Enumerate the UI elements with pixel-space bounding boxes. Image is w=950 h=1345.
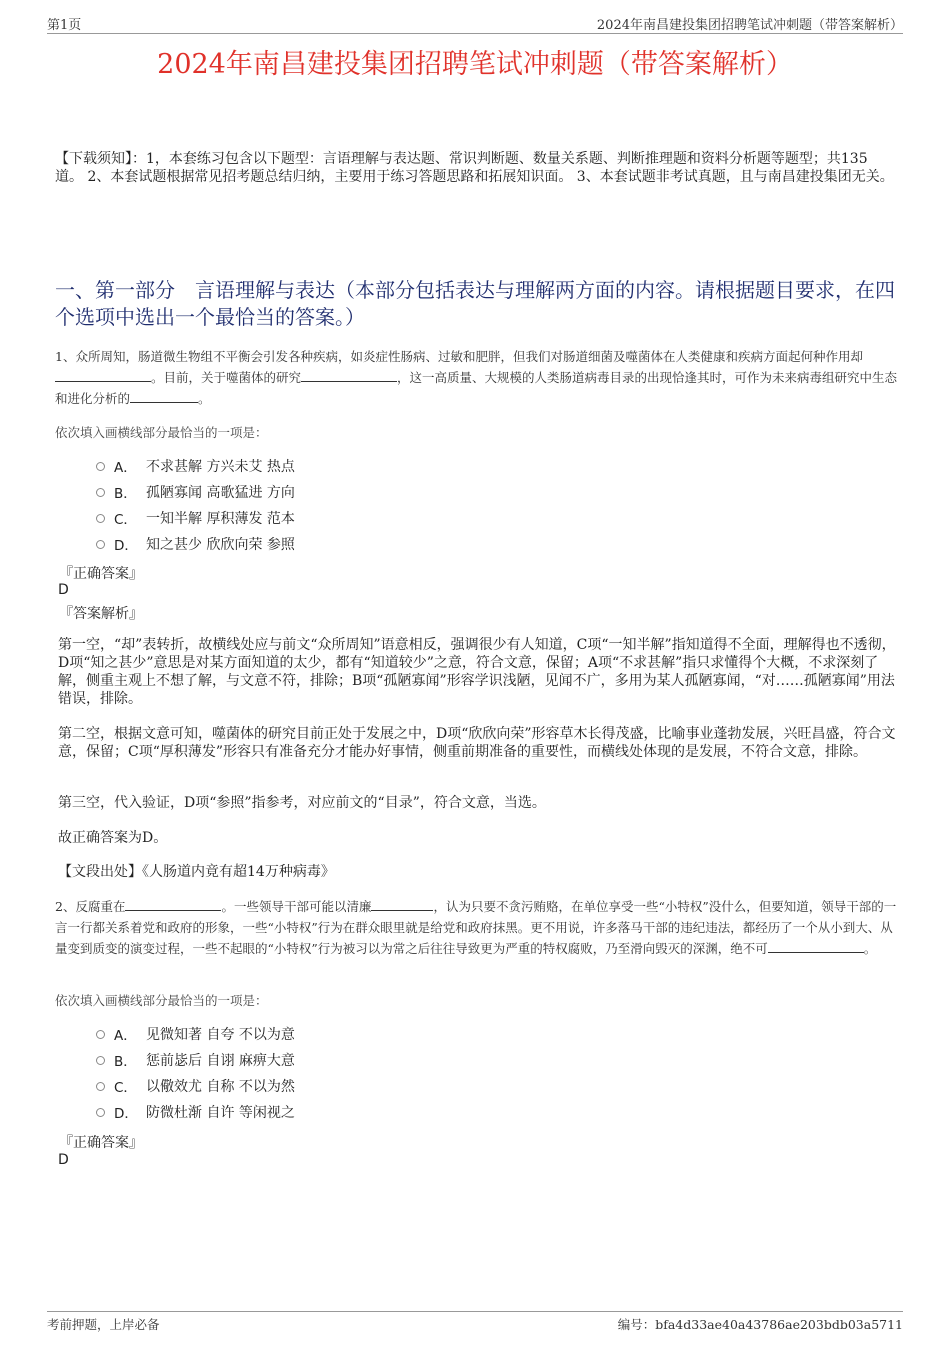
question-1-prompt: 依次填入画横线部分最恰当的一项是： (55, 425, 268, 440)
page-number: 第1页 (47, 18, 82, 33)
correct-answer: D (58, 1152, 69, 1168)
radio-icon[interactable] (96, 1030, 105, 1039)
download-notice: 【下载须知】：1，本套练习包含以下题型：言语理解与表达题、常识判断题、数量关系题、判断推理题和资料分析题等题型；共135道。 2、本套试题根据常见招考题总结归纳，主要用于练习答题思路和拓展知识面。 3、本套试题非考试真题，且与南昌建投集团无关。 (55, 151, 894, 185)
radio-icon[interactable] (96, 1056, 105, 1065)
analysis-label: 『答案解析』 (59, 606, 143, 622)
radio-icon[interactable] (96, 488, 105, 497)
question-2-text: 2、反腐重在 。一些领导干部可能以清廉 ，认为只要不贪污贿赂，在单位享受一些“小特权”没什么，但要知道，领导干部的一言一行都关系着党和政府的形象，一些“小特权”行为在群众眼里就是给党和政府抹黑。更不用说，许多落马干部的违纪违法，都经历了一个从小到大、从量变到质变的演变过程，一些不起眼的“小特权”行为被习以为常之后往往导致更为严重的特权腐败，乃至滑向毁灭的深渊，绝不可 。 (55, 896, 898, 959)
header-rule (47, 33, 903, 34)
blank-2 (371, 896, 433, 911)
radio-icon[interactable] (96, 540, 105, 549)
document-id: 编号：bfa4d33ae40a43786ae203bdb03a5711 (617, 1317, 903, 1332)
correct-answer: D (58, 582, 69, 598)
radio-icon[interactable] (96, 1082, 105, 1091)
q2-option-c[interactable]: C． 以儆效尤 自称 不以为然 (96, 1076, 295, 1096)
blank-3 (768, 938, 864, 953)
blank-1 (125, 896, 221, 911)
radio-icon[interactable] (96, 462, 105, 471)
analysis-paragraph-1: 第一空，“却”表转折，故横线处应与前文“众所周知”语意相反，强调很少有人知道，C项“一知半解”指知道得不全面，理解得也不透彻，D项“知之甚少”意思是对某方面知道的太少，都有“知道较少”之意，符合文意，保留；A项“不求甚解”指只求懂得个大概，不求深刻了解，侧重主观上不想了解，与文意不符，排除；B项“孤陋寡闻”形容学识浅陋，见闻不广，多用为某人孤陋寡闻，“对……孤陋寡闻”用法错误，排除。 (58, 637, 896, 707)
blank-1 (55, 367, 151, 382)
q1-option-d[interactable]: D． 知之甚少 欣欣向荣 参照 (96, 534, 295, 554)
radio-icon[interactable] (96, 514, 105, 523)
q2-option-a[interactable]: A． 见微知著 自夸 不以为意 (96, 1024, 295, 1044)
source-citation: 【文段出处】《人肠道内竟有超14万种病毒》 (58, 864, 335, 880)
footer-rule (47, 1311, 903, 1312)
section-heading: 一、第一部分 言语理解与表达（本部分包括表达与理解两方面的内容。请根据题目要求，在四个选项中选出一个最恰当的答案。） (55, 278, 895, 329)
footer-slogan: 考前押题，上岸必备 (47, 1317, 160, 1332)
q1-option-a[interactable]: A． 不求甚解 方兴未艾 热点 (96, 456, 295, 476)
document-title: 2024年南昌建投集团招聘笔试冲刺题（带答案解析） (157, 49, 793, 80)
correct-answer-label: 『正确答案』 (59, 566, 143, 582)
q2-option-b[interactable]: B． 惩前毖后 自诩 麻痹大意 (96, 1050, 295, 1070)
radio-icon[interactable] (96, 1108, 105, 1117)
analysis-conclusion: 故正确答案为D。 (58, 830, 168, 846)
question-1-text: 1、众所周知，肠道微生物组不平衡会引发各种疾病，如炎症性肠病、过敏和肥胖，但我们对肠道细菌及噬菌体在人类健康和疾病方面起何种作用却。目前，关于噬菌体的研究 ，这一高质量、大规模的人类肠道病毒目录的出现恰逢其时，可作为未来病毒组研究中生态和进化分析的 。 (55, 349, 898, 406)
q2-option-d[interactable]: D． 防微杜渐 自许 等闲视之 (96, 1102, 295, 1122)
analysis-paragraph-2: 第二空，根据文意可知，噬菌体的研究目前正处于发展之中，D项“欣欣向荣”形容草木长得茂盛，比喻事业蓬勃发展，兴旺昌盛，符合文意，保留；C项“厚积薄发”形容只有准备充分才能办好事情，侧重前期准备的重要性，而横线处体现的是发展，不符合文意，排除。 (58, 726, 896, 760)
blank-3 (130, 388, 198, 403)
correct-answer-label: 『正确答案』 (59, 1135, 143, 1151)
blank-2 (301, 367, 397, 382)
q1-option-c[interactable]: C． 一知半解 厚积薄发 范本 (96, 508, 295, 528)
analysis-paragraph-3: 第三空，代入验证，D项“参照”指参考，对应前文的“目录”，符合文意，当选。 (58, 795, 546, 811)
question-2-prompt: 依次填入画横线部分最恰当的一项是： (55, 993, 268, 1008)
running-title: 2024年南昌建投集团招聘笔试冲刺题（带答案解析） (596, 18, 903, 33)
q1-option-b[interactable]: B． 孤陋寡闻 高歌猛进 方向 (96, 482, 295, 502)
